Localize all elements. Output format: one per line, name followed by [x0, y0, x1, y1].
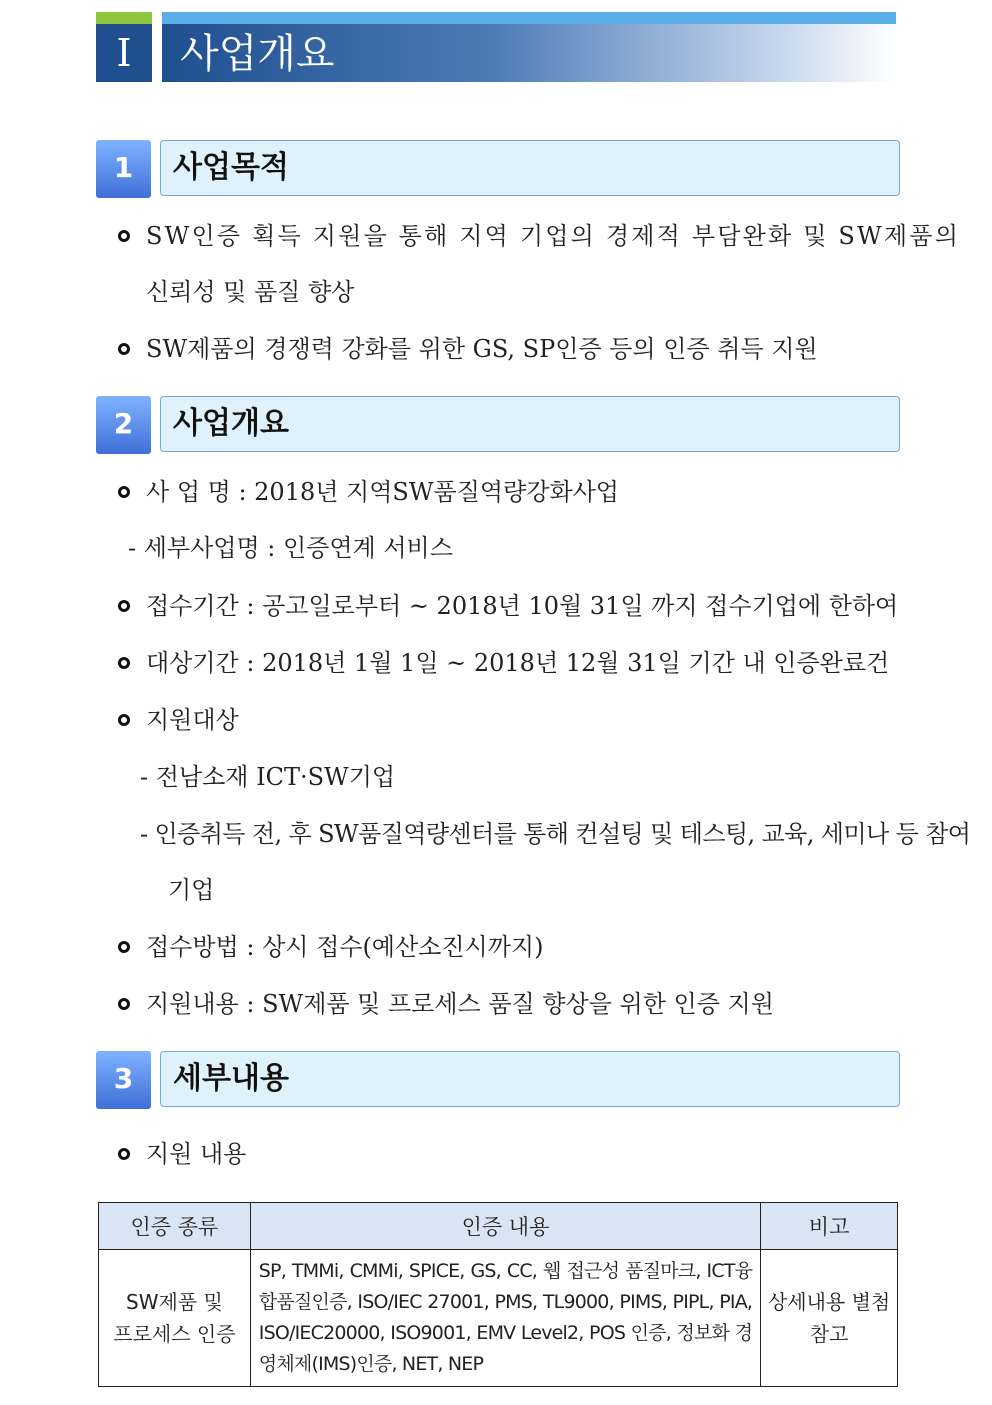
overview-target: 지원대상	[146, 706, 239, 734]
section-title-box	[160, 1051, 900, 1107]
bullet-circle-icon	[118, 343, 130, 355]
bullet-circle-icon	[118, 714, 130, 726]
cell-cert-type-line-2: 프로세스 인증	[113, 1322, 236, 1346]
chapter-number: Ⅰ	[116, 31, 132, 75]
header-cert-type: 인증 종류	[99, 1203, 251, 1250]
section-number: 3	[96, 1051, 151, 1109]
overview-target-sub-2-continued: 기업	[168, 876, 215, 904]
section-header-1	[96, 140, 900, 198]
section-title: 사업목적	[173, 150, 289, 185]
section-header-2	[96, 396, 900, 454]
overview-sub-project-name: - 세부사업명 : 인증연계 서비스	[128, 534, 453, 562]
overview-application-method: 접수방법 : 상시 접수(예산소진시까지)	[146, 933, 544, 961]
certification-table	[98, 1202, 898, 1387]
bullet-circle-icon	[118, 600, 130, 612]
cell-note-line-1: 상세내용 별첨	[767, 1290, 891, 1314]
overview-target-sub-1: - 전남소재 ICT·SW기업	[140, 763, 396, 791]
chapter-title: 사업개요	[180, 31, 335, 77]
header-note: 비고	[761, 1203, 898, 1250]
bullet-circle-icon	[118, 657, 130, 669]
purpose-item-2: SW제품의 경쟁력 강화를 위한 GS, SP인증 등의 인증 취득 지원	[146, 335, 818, 363]
cell-note-line-2: 참고	[809, 1322, 849, 1346]
section-title-box	[160, 396, 900, 452]
section-number: 2	[96, 396, 151, 454]
purpose-item-1: SW인증 획득 지원을 통해 지역 기업의 경제적 부담완화 및 SW제품의	[146, 222, 961, 250]
table-header-row	[99, 1203, 898, 1250]
overview-support-content: 지원내용 : SW제품 및 프로세스 품질 향상을 위한 인증 지원	[146, 990, 774, 1018]
chapter-header	[96, 12, 896, 82]
cell-cert-type	[99, 1250, 251, 1387]
table-row	[99, 1250, 898, 1387]
section-title-box	[160, 140, 900, 196]
overview-target-sub-2: - 인증취득 전, 후 SW품질역량센터를 통해 컨설팅 및 테스팅, 교육, 세미나 등 참여	[140, 820, 971, 848]
cell-cert-type-line-1: SW제품 및	[126, 1290, 223, 1314]
section-number: 1	[96, 140, 151, 198]
cell-cert-content: SP, TMMi, CMMi, SPICE, GS, CC, 웹 접근성 품질마크, ICT융합품질인증, ISO/IEC 27001, PMS, TL9000, PIMS, PIPL, PIA, ISO/IEC20000, ISO9001, EMV Level2, POS 인증, 정보화 경영체제(IMS)인증, NET, NEP	[250, 1250, 760, 1387]
section-title: 세부내용	[173, 1061, 289, 1096]
bullet-circle-icon	[118, 1148, 130, 1160]
chapter-title-box	[162, 12, 896, 82]
purpose-item-1-continued: 신뢰성 및 품질 향상	[146, 278, 355, 306]
bullet-circle-icon	[118, 998, 130, 1010]
overview-project-name: 사 업 명 : 2018년 지역SW품질역량강화사업	[146, 478, 619, 506]
cell-note	[761, 1250, 898, 1387]
header-cert-content: 인증 내용	[250, 1203, 760, 1250]
details-support-content: 지원 내용	[146, 1140, 247, 1168]
chapter-number-box	[96, 12, 152, 82]
bullet-circle-icon	[118, 941, 130, 953]
overview-application-period: 접수기간 : 공고일로부터 ~ 2018년 10월 31일 까지 접수기업에 한하여	[146, 592, 899, 620]
section-header-3	[96, 1051, 900, 1109]
overview-target-period: 대상기간 : 2018년 1월 1일 ~ 2018년 12월 31일 기간 내 인증완료건	[146, 649, 890, 677]
bullet-circle-icon	[118, 486, 130, 498]
section-title: 사업개요	[173, 406, 289, 441]
bullet-circle-icon	[118, 230, 130, 242]
